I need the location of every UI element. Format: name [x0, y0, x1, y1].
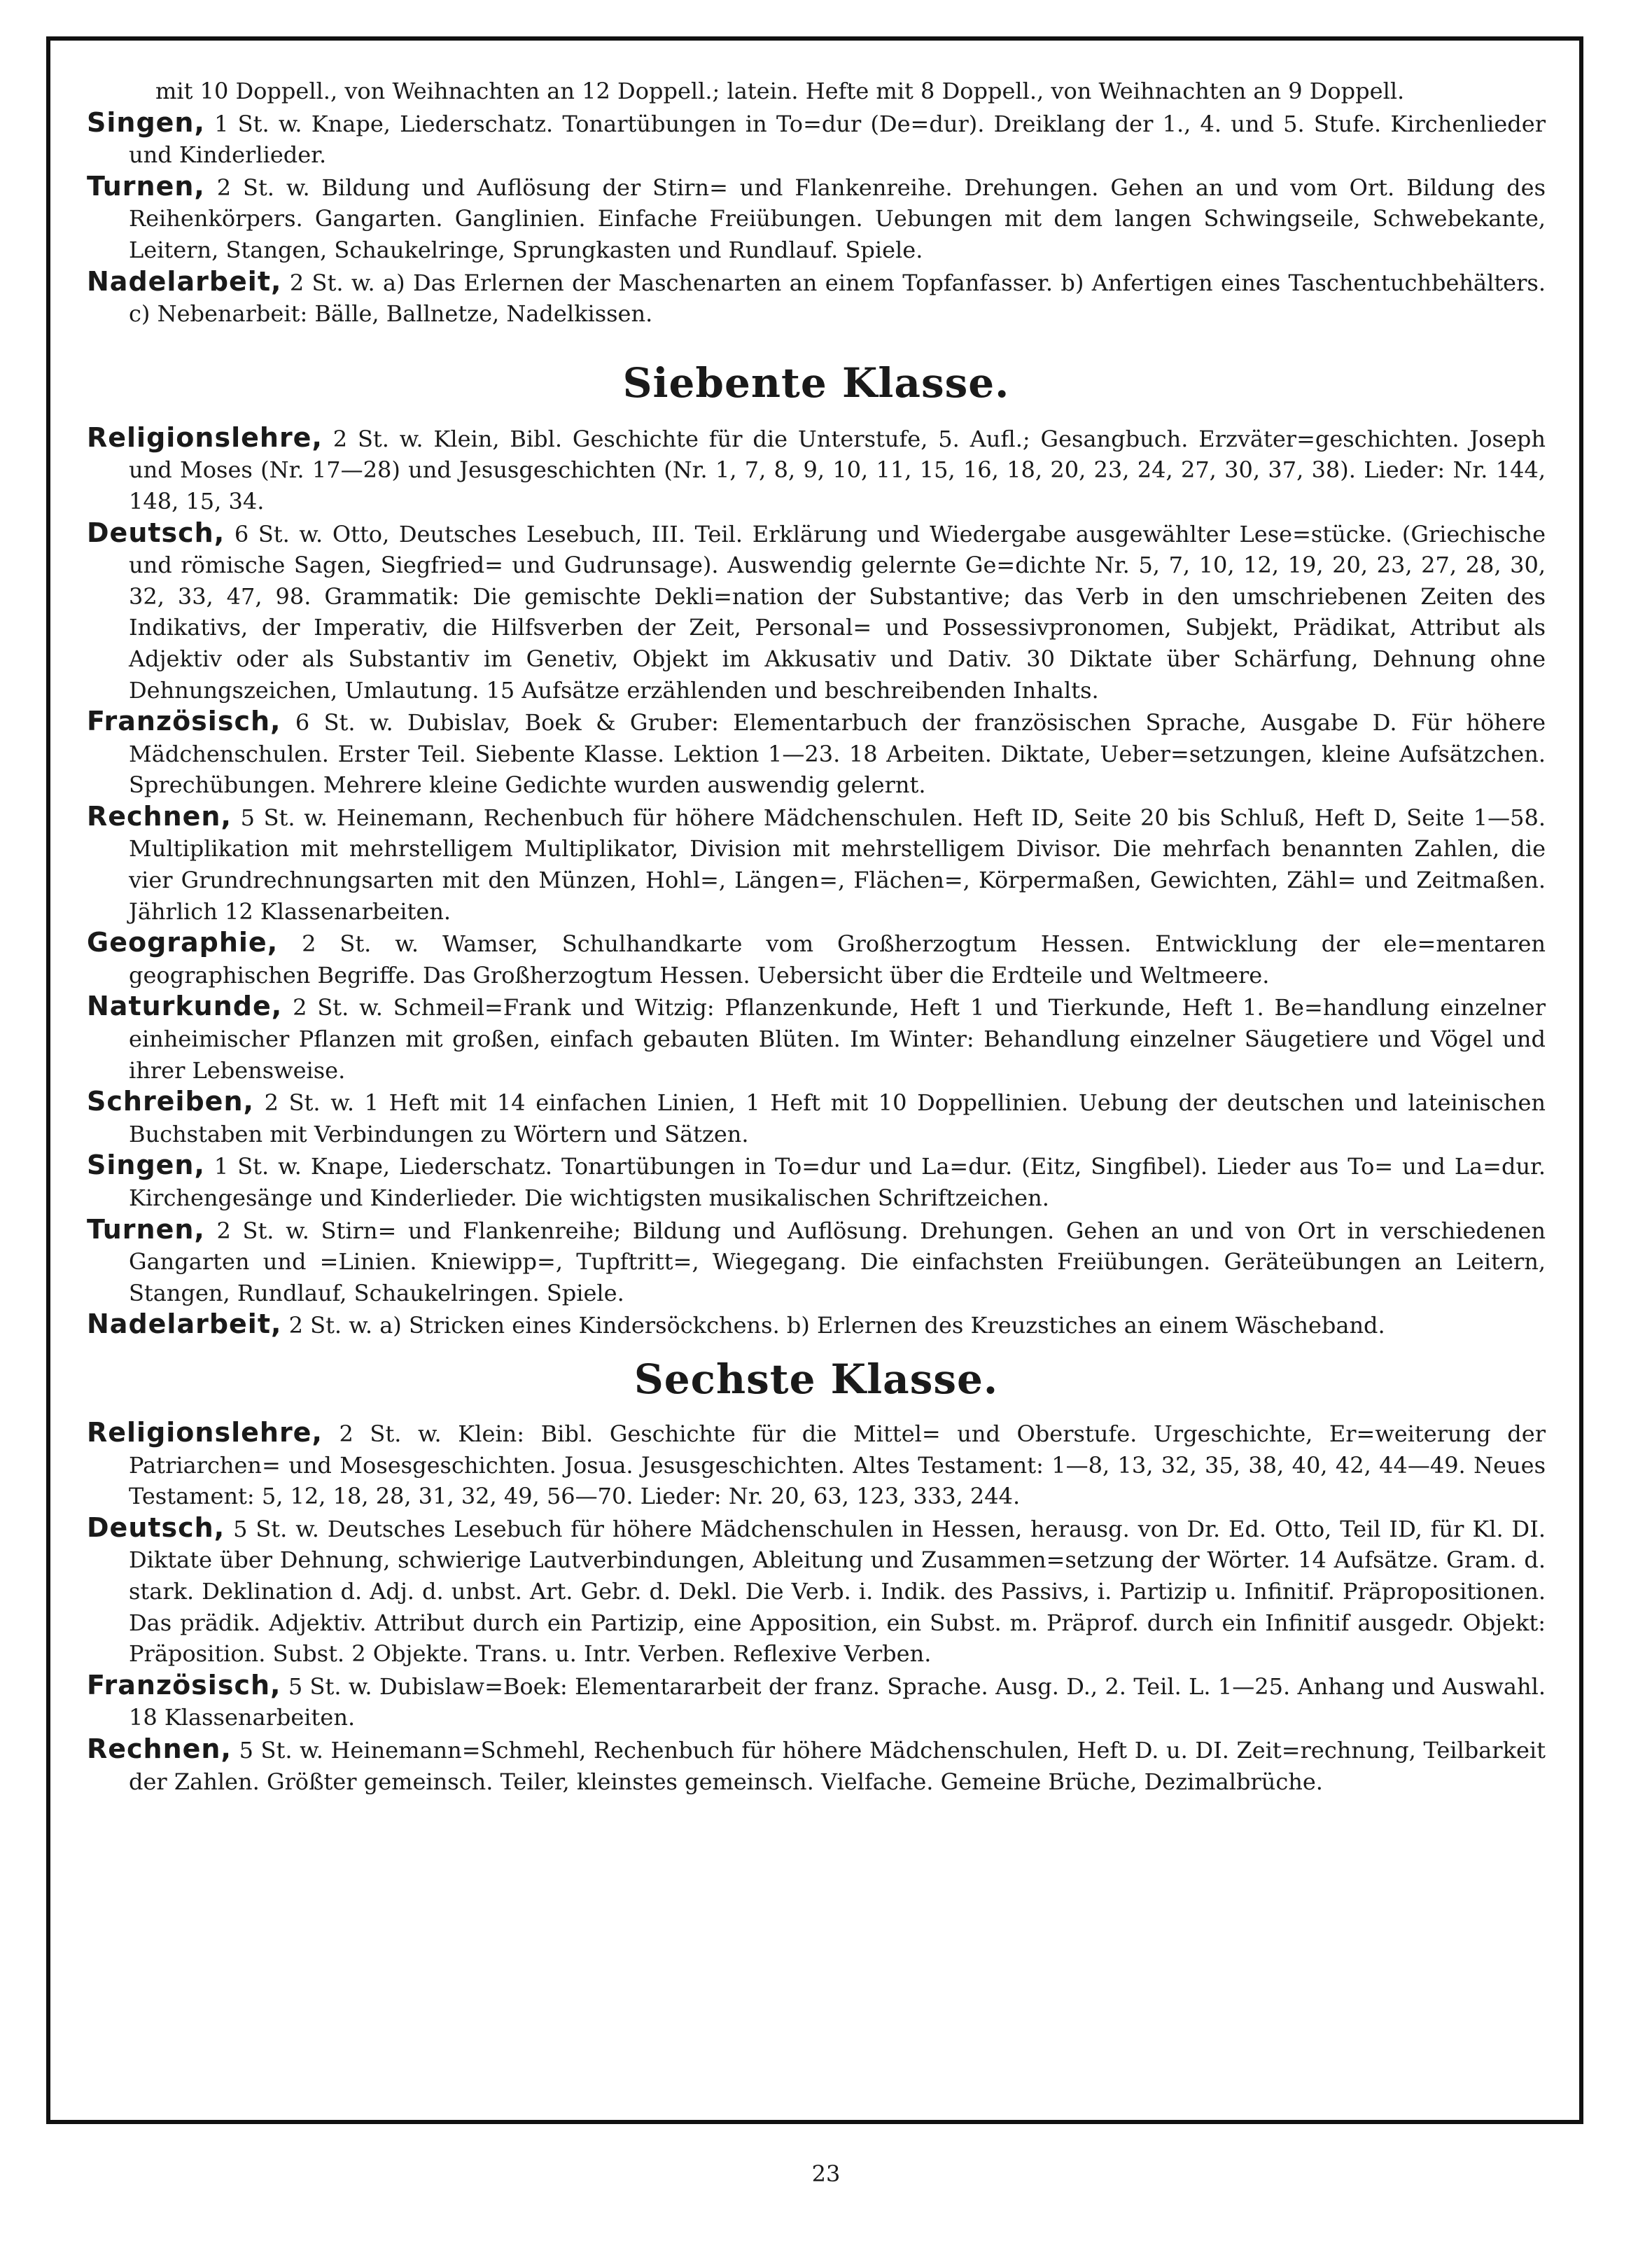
- subject-heading: Rechnen,: [87, 1733, 232, 1764]
- intro-entry-nadelarbeit: Nadelarbeit, 2 St. w. a) Das Erlernen der Maschenarten an einem Topfanfasser. b) Anfertigen eines Taschentuchbehälters. c) Nebenarbeit: Bälle, Ballnetze, Nadelkissen.: [87, 265, 1546, 328]
- entry-franzoesisch: Französisch, 6 St. w. Dubislav, Boek & Gruber: Elementarbuch der französischen Sprache, Ausgabe D. Für höhere Mädchenschulen. Erster Teil. Siebente Klasse. Lektion 1—23. 18 Arbeiten. Diktate, Ueber=setzungen, kleine Aufsätzchen. Sprechübungen. Mehrere kleine Gedichte wurden auswendig gelernt.: [87, 706, 1546, 799]
- subject-heading: Französisch,: [87, 1669, 281, 1701]
- subject-heading: Religionslehre,: [87, 421, 323, 453]
- subject-heading: Deutsch,: [87, 517, 225, 548]
- entry-geographie: Geographie, 2 St. w. Wamser, Schulhandkarte vom Großherzogtum Hessen. Entwicklung der ele=mentaren geographischen Begriffe. Das Großherzogtum Hessen. Uebersicht über die Erdteile und Weltmeere.: [87, 927, 1546, 989]
- subject-heading: Turnen,: [87, 1213, 205, 1245]
- subject-heading: Nadelarbeit,: [87, 1308, 282, 1340]
- page-content: [87, 76, 1546, 1797]
- entry-rechnen: Rechnen, 5 St. w. Heinemann, Rechenbuch für höhere Mädchenschulen. Heft ID, Seite 20 bis Schluß, Heft D, Seite 1—58. Multiplikation mit mehrstelligem Multiplikator, Division mit mehrstelligem Divisor. Die mehrfach benannten Zahlen, die vier Grundrechnungsarten mit den Münzen, Hohl=, Längen=, Flächen=, Körpermaßen, Gewichten, Zähl= und Zeitmaßen. Jährlich 12 Klassenarbeiten.: [87, 800, 1546, 925]
- section-title-sechste-klasse: Sechste Klasse.: [634, 1355, 999, 1403]
- subject-heading: Deutsch,: [87, 1512, 225, 1543]
- subject-heading: Rechnen,: [87, 800, 232, 832]
- entry-religionslehre: Religionslehre, 2 St. w. Klein: Bibl. Geschichte für die Mittel= und Oberstufe. Urgeschichte, Er=weiterung der Patriarchen= und Mosesgeschichten. Josua. Jesusgeschichten. Altes Testament: 1—8, 13, 32, 35, 38, 40, 42, 44—49. Neues Testament: 5, 12, 18, 28, 31, 32, 49, 56—70. Lieder: Nr. 20, 63, 123, 333, 244.: [87, 1416, 1546, 1510]
- page-number: 23: [811, 2160, 841, 2187]
- subject-heading: Schreiben,: [87, 1086, 254, 1117]
- entry-rechnen: Rechnen, 5 St. w. Heinemann=Schmehl, Rechenbuch für höhere Mädchenschulen, Heft D. u. DI. Zeit=rechnung, Teilbarkeit der Zahlen. Größter gemeinsch. Teiler, kleinstes gemeinsch. Vielfache. Gemeine Brüche, Dezimalbrüche.: [87, 1733, 1546, 1795]
- intro-entry-turnen: Turnen, 2 St. w. Bildung und Auflösung der Stirn= und Flankenreihe. Drehungen. Gehen an und vom Ort. Bildung des Reihenkörpers. Gangarten. Ganglinien. Einfache Freiübungen. Uebungen mit dem langen Schwingseile, Schwebekante, Leitern, Stangen, Schaukelringe, Sprungkasten und Rundlauf. Spiele.: [87, 170, 1546, 263]
- subject-heading: Turnen,: [87, 170, 205, 202]
- entry-deutsch: Deutsch, 6 St. w. Otto, Deutsches Lesebuch, III. Teil. Erklärung und Wiedergabe ausgewählter Lese=stücke. (Griechische und römische Sagen, Siegfried= und Gudrunsage). Auswendig gelernte Ge=dichte Nr. 5, 7, 10, 12, 19, 20, 23, 27, 28, 30, 32, 33, 47, 98. Grammatik: Die gemischte Dekli=nation der Substantive; das Verb in den umschriebenen Zeiten des Indikativs, der Imperativ, die Hilfsverben der Zeit, Personal= und Possessivpronomen, Subjekt, Prädikat, Attribut als Adjektiv oder als Substantiv im Genetiv, Objekt im Akkusativ und Dativ. 30 Diktate über Schärfung, Dehnung ohne Dehnungszeichen, Umlautung. 15 Aufsätze erzählenden und beschreibenden Inhalts.: [87, 517, 1546, 704]
- subject-heading: Singen,: [87, 106, 205, 138]
- subject-heading: Singen,: [87, 1150, 205, 1181]
- entry-schreiben: Schreiben, 2 St. w. 1 Heft mit 14 einfachen Linien, 1 Heft mit 10 Doppellinien. Uebung der deutschen und lateinischen Buchstaben mit Verbindungen zu Wörtern und Sätzen.: [87, 1086, 1546, 1147]
- section-title-siebente-klasse: Siebente Klasse.: [622, 358, 1010, 407]
- subject-heading: Naturkunde,: [87, 991, 283, 1022]
- subject-heading: Religionslehre,: [87, 1416, 323, 1448]
- entry-turnen: Turnen, 2 St. w. Stirn= und Flankenreihe; Bildung und Auflösung. Drehungen. Gehen an und von Ort in verschiedenen Gangarten und =Linien. Kniewipp=, Tupftritt=, Wiegegang. Die einfachsten Freiübungen. Geräteübungen an Leitern, Stangen, Rundlauf, Schaukelringen. Spiele.: [87, 1213, 1546, 1306]
- intro-continuation: mit 10 Doppell., von Weihnachten an 12 Doppell.; latein. Hefte mit 8 Doppell., von Weihnachten an 9 Doppell.: [155, 78, 1405, 104]
- entry-naturkunde: Naturkunde, 2 St. w. Schmeil=Frank und Witzig: Pflanzenkunde, Heft 1 und Tierkunde, Heft 1. Be=handlung einzelner einheimischer Pflanzen mit großen, einfach gebauten Blüten. Im Winter: Behandlung einzelner Säugetiere und Vögel und ihrer Lebensweise.: [87, 991, 1546, 1084]
- subject-heading: Nadelarbeit,: [87, 265, 282, 297]
- entry-deutsch: Deutsch, 5 St. w. Deutsches Lesebuch für höhere Mädchenschulen in Hessen, herausg. von Dr. Ed. Otto, Teil ID, für Kl. DI. Diktate über Dehnung, schwierige Lautverbindungen, Ableitung und Zusammen=setzung der Wörter. 14 Aufsätze. Gram. d. stark. Deklination d. Adj. d. unbst. Art. Gebr. d. Dekl. Die Verb. i. Indik. des Passivs, i. Partizip u. Infinitif. Präpropositionen. Das prädik. Adjektiv. Attribut durch ein Partizip, eine Apposition, ein Subst. m. Präprof. durch ein Infinitif ausgedr. Objekt: Präposition. Subst. 2 Objekte. Trans. u. Intr. Verben. Reflexive Verben.: [87, 1512, 1546, 1668]
- subject-heading: Französisch,: [87, 706, 281, 737]
- subject-heading: Geographie,: [87, 927, 279, 958]
- intro-entry-singen: Singen, 1 St. w. Knape, Liederschatz. Tonartübungen in To=dur (De=dur). Dreiklang der 1., 4. und 5. Stufe. Kirchenlieder und Kinderlieder.: [87, 106, 1546, 169]
- entry-religionslehre: Religionslehre, 2 St. w. Klein, Bibl. Geschichte für die Unterstufe, 5. Aufl.; Gesangbuch. Erzväter=geschichten. Joseph und Moses (Nr. 17—28) und Jesusgeschichten (Nr. 1, 7, 8, 9, 10, 11, 15, 16, 18, 20, 23, 24, 27, 30, 37, 38). Lieder: Nr. 144, 148, 15, 34.: [87, 421, 1546, 515]
- entry-franzoesisch: Französisch, 5 St. w. Dubislaw=Boek: Elementararbeit der franz. Sprache. Ausg. D., 2. Teil. L. 1—25. Anhang und Auswahl. 18 Klassenarbeiten.: [87, 1669, 1546, 1731]
- entry-singen: Singen, 1 St. w. Knape, Liederschatz. Tonartübungen in To=dur und La=dur. (Eitz, Singfibel). Lieder aus To= und La=dur. Kirchengesänge und Kinderlieder. Die wichtigsten musikalischen Schriftzeichen.: [87, 1150, 1546, 1211]
- entry-nadelarbeit: Nadelarbeit, 2 St. w. a) Stricken eines Kindersöckchens. b) Erlernen des Kreuzstiches an einem Wäscheband.: [87, 1308, 1385, 1340]
